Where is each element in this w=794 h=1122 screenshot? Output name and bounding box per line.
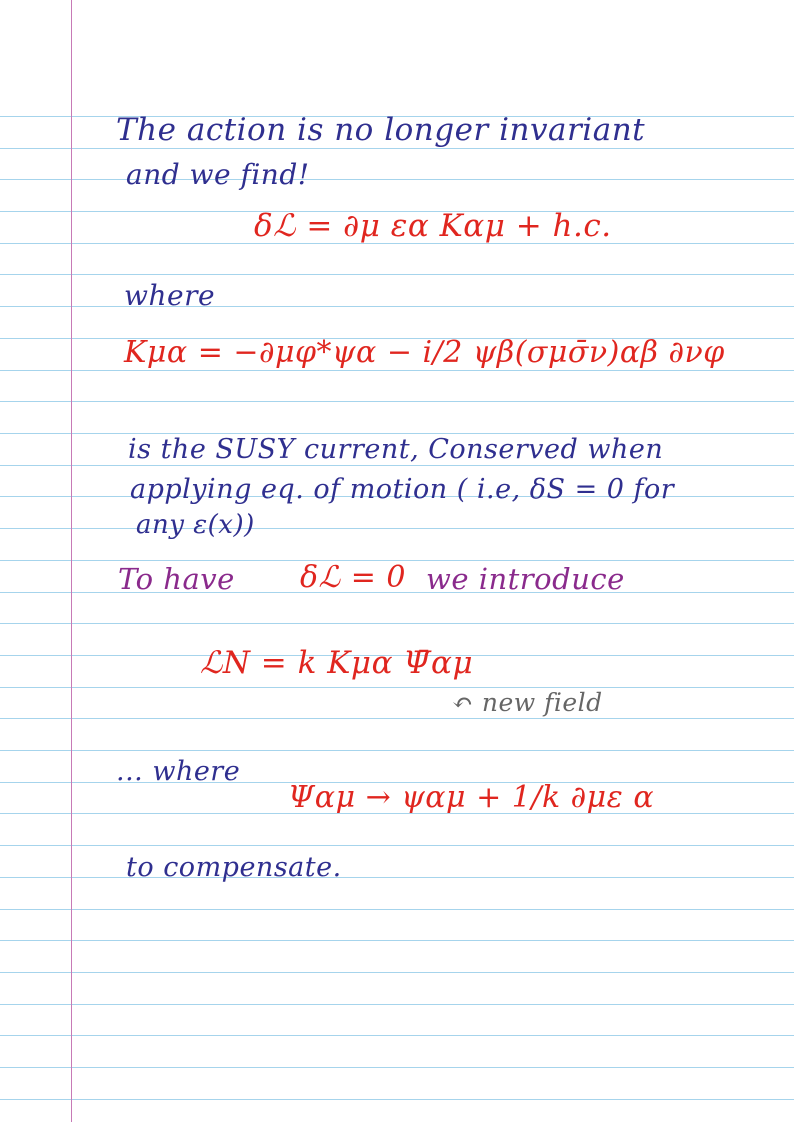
annotation-new-field: ↶ new field — [452, 688, 603, 717]
rule-line — [0, 274, 794, 275]
rule-line — [0, 465, 794, 466]
text-line-where: where — [124, 279, 216, 312]
text-we-introduce: we introduce — [426, 562, 625, 596]
text-to-have: To have — [118, 562, 235, 596]
rule-line — [0, 687, 794, 688]
text-line-susy-current: is the SUSY current, Conserved when — [128, 434, 664, 465]
rule-line — [0, 370, 794, 371]
rule-line — [0, 940, 794, 941]
rule-line — [0, 623, 794, 624]
rule-line — [0, 1004, 794, 1005]
text-line-action-not-invariant: The action is no longer invariant — [116, 112, 646, 148]
rule-line — [0, 1099, 794, 1100]
equation-delta-lagrangian-zero: δℒ = 0 — [300, 560, 406, 595]
text-line-to-compensate: to compensate. — [126, 852, 342, 883]
text-line-any-epsilon: any ε(x)) — [136, 510, 255, 540]
equation-noether-lagrangian: ℒN = k Kμα Ψ̄αμ — [200, 645, 474, 681]
equation-field-transformation: Ψαμ → ψαμ + 1/k ∂με α — [288, 780, 655, 815]
rule-line — [0, 528, 794, 529]
rule-line — [0, 718, 794, 719]
margin-line — [71, 0, 72, 1122]
text-line-equation-of-motion: applying eq. of motion ( i.e, δS = 0 for — [130, 474, 675, 505]
rule-line — [0, 179, 794, 180]
rule-line — [0, 148, 794, 149]
equation-susy-current: Kμα = −∂μφ*ψα − i/2 ψβ(σμσ̄ν)αβ ∂νφ — [124, 335, 725, 370]
rule-line — [0, 1035, 794, 1036]
text-line-where-2: ... where — [116, 756, 241, 787]
rule-line — [0, 401, 794, 402]
rule-line — [0, 306, 794, 307]
rule-line — [0, 877, 794, 878]
rule-line — [0, 909, 794, 910]
equation-delta-lagrangian: δℒ = ∂μ εα Kαμ + h.c. — [254, 208, 612, 244]
rule-line — [0, 972, 794, 973]
rule-line — [0, 1067, 794, 1068]
rule-line — [0, 845, 794, 846]
text-line-we-find: and we find! — [126, 158, 310, 191]
rule-line — [0, 750, 794, 751]
